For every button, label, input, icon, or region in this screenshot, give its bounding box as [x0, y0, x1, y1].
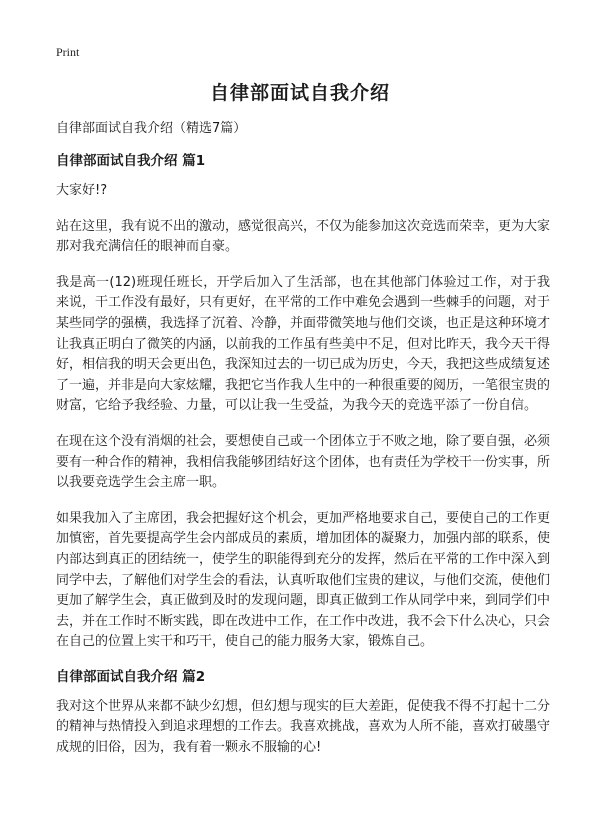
section-heading: 自律部面试自我介绍 篇2: [56, 668, 206, 685]
paragraph: 大家好!?: [56, 183, 108, 198]
section-1: [56, 152, 550, 653]
document-body: [56, 120, 550, 774]
paragraph: 如果我加入了主席团，我会把握好这个机会，更加严格地要求自己，要使自己的工作更加慎密，首先要提高学生会内部成员的素质，增加团体的凝聚力，加强内部的联系，使内部达到真正的团结统一，使学生的职能得到充分的发挥，然后在平常的工作中深入到同学中去，了解他们对学生会的看法，认真听取他们宝贵的建议，与他们交流，使他们更加了解学生会，真正做到及时的发现问题，即真正做到工作从同学中来，到同学们中去，并在工作时不断实践，即在改进中工作，在工作中改进，我不会下什么决心，只会在自己的位置上实干和巧干，使自己的能力服务大家，锻炼自己。: [56, 510, 551, 650]
section-2: [56, 668, 550, 759]
print-link[interactable]: Print: [56, 45, 80, 59]
paragraph: 我是高一(12)班现任班长，开学后加入了生活部，也在其他部门体验过工作，对于我来说，干工作没有最好，只有更好，在平常的工作中难免会遇到一些棘手的问题，对于某些同学的强横，我选择了沉着、冷静，并面带微笑地与他们交谈，也正是这种环境才让我真正明白了微笑的内涵，以前我的工作虽有些美中不足，但对比昨天，我今天干得好，相信我的明天会更出色，我深知过去的一切已成为历史，今天，我把这些成绩复述了一遍，并非是向大家炫耀，我把它当作我人生中的一种很重要的阅历，一笔很宝贵的财富，它给予我经验、力量，可以让我一生受益，为我今天的竞选平添了一份自信。: [56, 274, 551, 414]
paragraph: 我对这个世界从来都不缺少幻想，但幻想与现实的巨大差距，促使我不得不打起十二分的精神与热情投入到追求理想的工作去。我喜欢挑战，喜欢为人所不能，喜欢打破墨守成规的旧俗，因为，我有着一颗永不服输的心!: [56, 698, 551, 756]
paragraph: 站在这里，我有说不出的激动，感觉很高兴，不仅为能参加这次竞选而荣幸，更为大家那对我充满信任的眼神而自豪。: [56, 218, 551, 255]
section-heading: 自律部面试自我介绍 篇1: [56, 153, 206, 169]
document-subtitle: 自律部面试自我介绍（精选7篇）: [56, 121, 247, 136]
page-title: 自律部面试自我介绍: [209, 82, 390, 104]
paragraph: 在现在这个没有消烟的社会，要想使自己或一个团体立于不败之地，除了要自强，必须要有一种合作的精神，我相信我能够团结好这个团体，也有责任为学校干一份实事，所以我要竞选学生会主席一职。: [56, 433, 551, 491]
